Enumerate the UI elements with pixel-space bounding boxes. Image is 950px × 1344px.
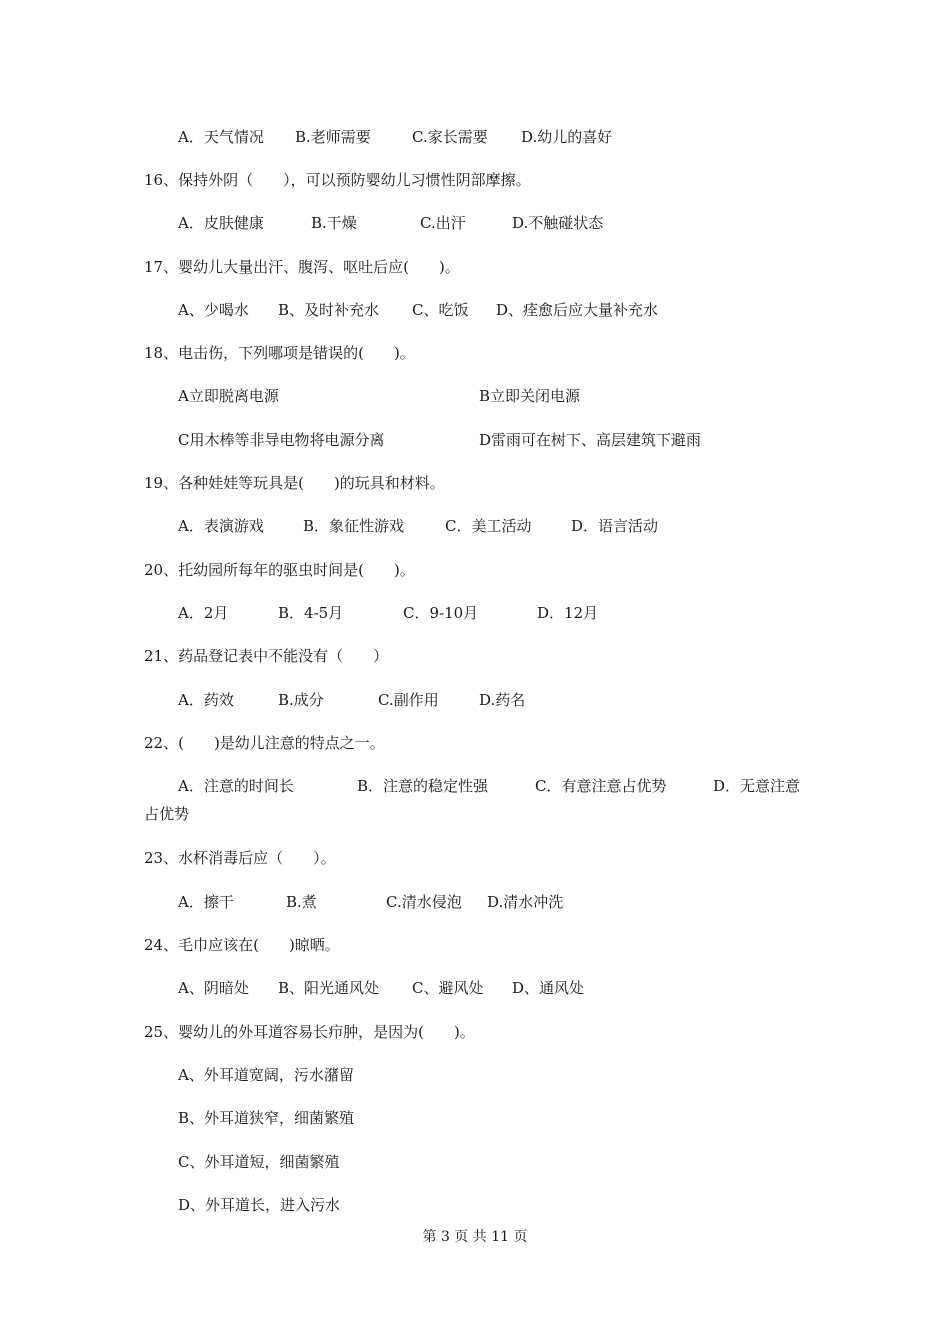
q20-option-c: C．9-10月: [403, 604, 479, 622]
q18-option-c: C用木棒等非导电物将电源分离: [178, 431, 385, 449]
q23-stem: 23、水杯消毒后应（ ）。: [144, 849, 336, 867]
q22-option-a: A．注意的时间长: [178, 777, 294, 795]
q22-stem: 22、( )是幼儿注意的特点之一。: [144, 734, 385, 752]
q24-option-c: C、避风处: [412, 979, 484, 997]
q20-stem: 20、托幼园所每年的驱虫时间是( )。: [144, 561, 415, 579]
q18-option-a: A立即脱离电源: [178, 387, 279, 405]
q17-stem: 17、婴幼儿大量出汗、腹泻、呕吐后应( )。: [144, 258, 460, 276]
q25-option-a: A、外耳道宽阔，污水潴留: [178, 1066, 354, 1084]
q21-option-c: C.副作用: [378, 691, 439, 709]
q20-option-b: B．4-5月: [278, 604, 344, 622]
q21-option-a: A．药效: [178, 691, 234, 709]
q16-option-d: D.不触碰状态: [512, 214, 604, 232]
q15-option-b: B.老师需要: [295, 128, 371, 146]
q22-option-b: B．注意的稳定性强: [357, 777, 489, 795]
page-footer: 第 3 页 共 11 页: [422, 1229, 528, 1245]
q17-option-c: C、吃饭: [412, 301, 469, 319]
q19-option-a: A．表演游戏: [178, 517, 264, 535]
q24-option-d: D、通风处: [512, 979, 585, 997]
q19-stem: 19、各种娃娃等玩具是( )的玩具和材料。: [144, 474, 445, 492]
q22-option-d-continuation: 占优势: [144, 805, 190, 823]
q23-option-d: D.清水冲洗: [487, 893, 564, 911]
q18-option-b: B立即关闭电源: [479, 387, 581, 405]
q18-option-d: D雷雨可在树下、高层建筑下避雨: [479, 431, 702, 449]
q25-stem: 25、婴幼儿的外耳道容易长疖肿，是因为( )。: [144, 1023, 475, 1041]
q24-stem: 24、毛巾应该在( )晾晒。: [144, 936, 340, 954]
q19-option-b: B．象征性游戏: [303, 517, 405, 535]
q23-option-c: C.清水侵泡: [386, 893, 462, 911]
q21-option-b: B.成分: [278, 691, 324, 709]
q22-option-c: C．有意注意占优势: [535, 777, 667, 795]
q25-option-c: C、外耳道短，细菌繁殖: [178, 1153, 340, 1171]
q15-option-d: D.幼儿的喜好: [521, 128, 613, 146]
q18-stem: 18、电击伤，下列哪项是错误的( )。: [144, 344, 415, 362]
q21-option-d: D.药名: [479, 691, 526, 709]
q25-option-d: D、外耳道长，进入污水: [178, 1196, 341, 1214]
q19-option-d: D．语言活动: [571, 517, 659, 535]
q20-option-d: D．12月: [537, 604, 599, 622]
q16-option-b: B.干燥: [311, 214, 357, 232]
q24-option-b: B、阳光通风处: [278, 979, 380, 997]
q24-option-a: A、阴暗处: [178, 979, 249, 997]
q23-option-b: B.煮: [286, 893, 317, 911]
q19-option-c: C．美工活动: [445, 517, 532, 535]
q23-option-a: A．擦干: [178, 893, 234, 911]
q16-stem: 16、保持外阴（ ），可以预防婴幼儿习惯性阴部摩擦。: [144, 171, 531, 189]
q15-option-a: A．天气情况: [178, 128, 264, 146]
q15-option-c: C.家长需要: [412, 128, 488, 146]
q22-option-d: D．无意注意: [713, 777, 801, 795]
q25-option-b: B、外耳道狭窄，细菌繁殖: [178, 1109, 355, 1127]
q16-option-c: C.出汗: [420, 214, 466, 232]
q17-option-a: A、少喝水: [178, 301, 249, 319]
q20-option-a: A．2月: [178, 604, 229, 622]
q17-option-d: D、痊愈后应大量补充水: [496, 301, 659, 319]
q16-option-a: A．皮肤健康: [178, 214, 264, 232]
q21-stem: 21、药品登记表中不能没有（ ）: [144, 647, 389, 665]
q17-option-b: B、及时补充水: [278, 301, 380, 319]
